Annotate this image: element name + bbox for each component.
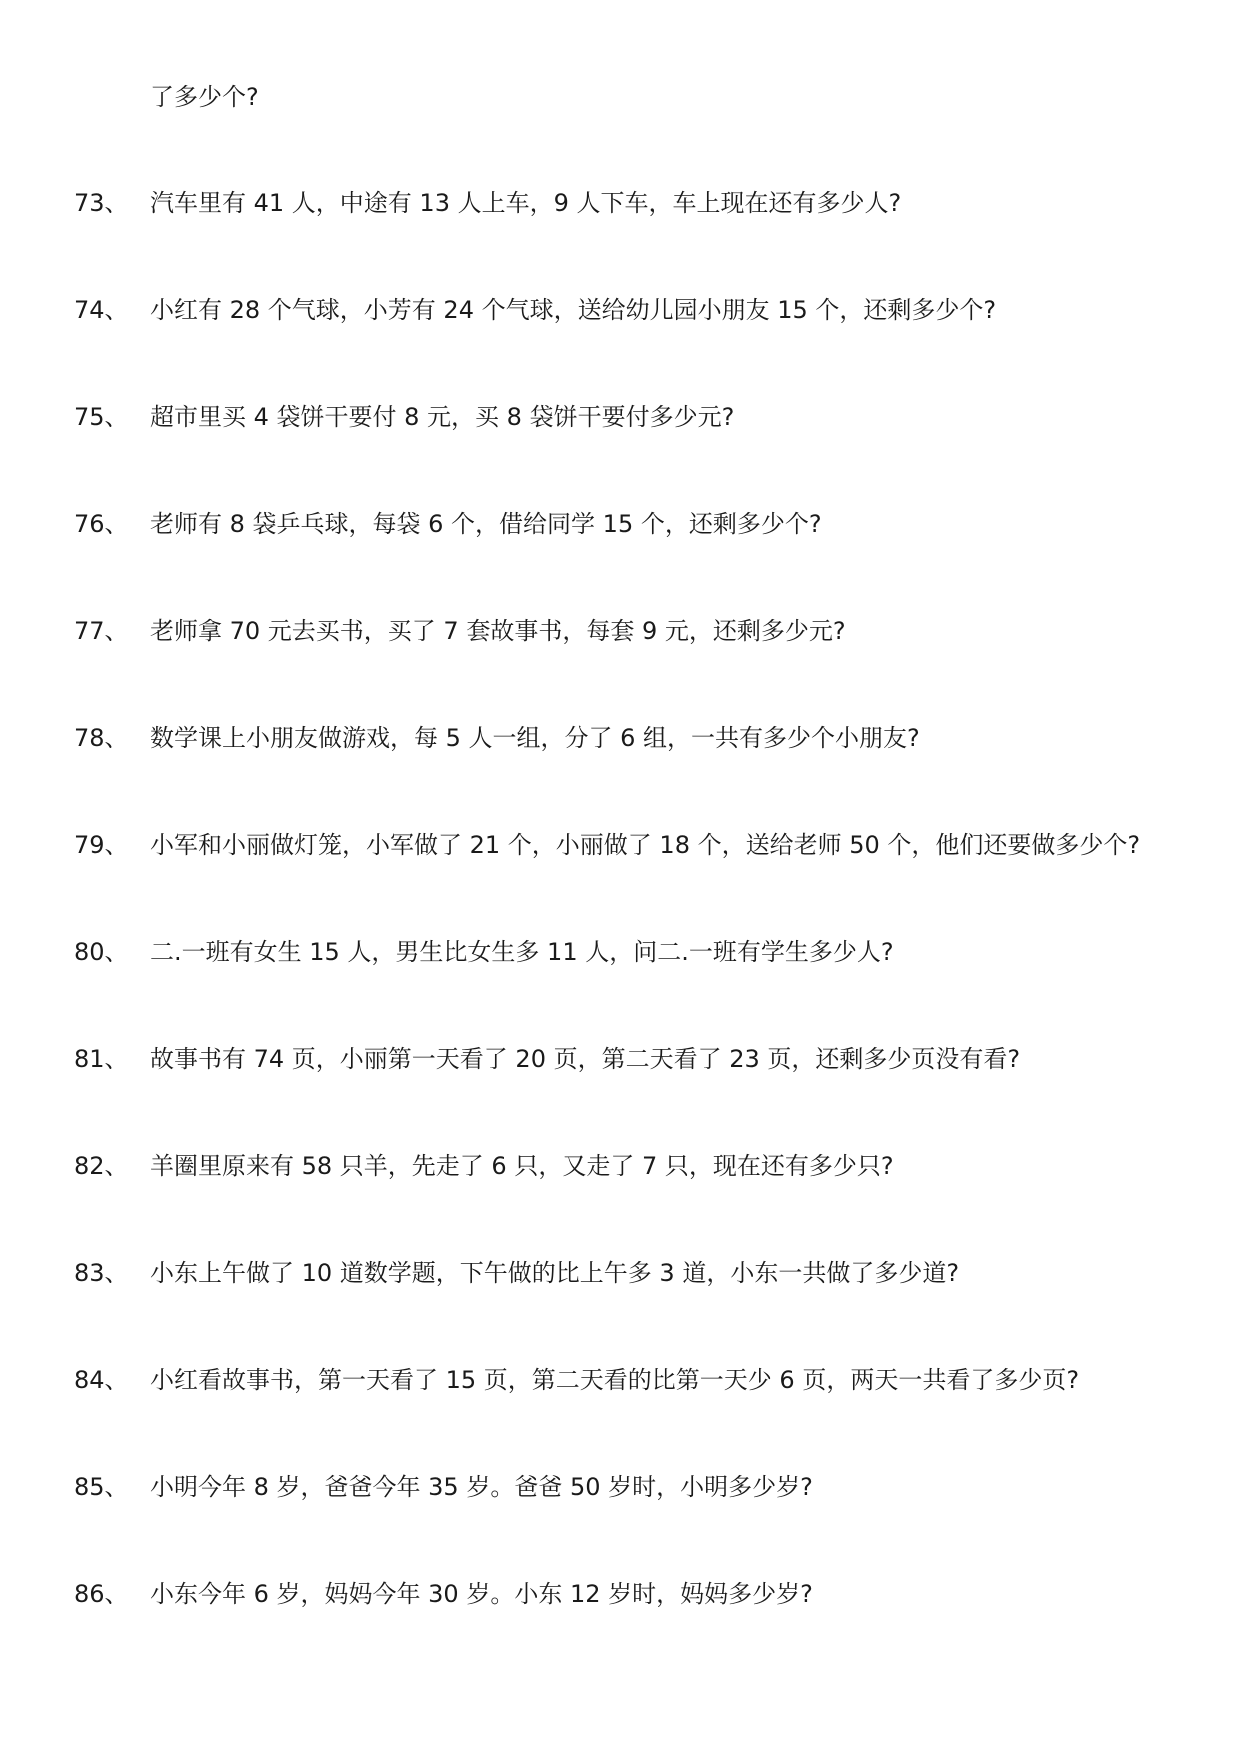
problem-list (0, 186, 1241, 1684)
problem-number: 79、 (74, 831, 129, 859)
problem-item (0, 293, 1241, 400)
problem-text: 老师有 8 袋乒乓球，每袋 6 个，借给同学 15 个，还剩多少个? (150, 510, 822, 538)
continuation-text: 了多少个? (150, 83, 259, 111)
problem-item (0, 1470, 1241, 1577)
problem-number: 84、 (74, 1366, 129, 1394)
problem-number: 77、 (74, 617, 129, 645)
problem-text: 小东上午做了 10 道数学题，下午做的比上午多 3 道，小东一共做了多少道? (150, 1259, 960, 1287)
problem-item (0, 935, 1241, 1042)
problem-number: 76、 (74, 510, 129, 538)
problem-item (0, 1363, 1241, 1470)
problem-text: 小军和小丽做灯笼，小军做了 21 个，小丽做了 18 个，送给老师 50 个，他们还要做多少个? (150, 831, 1141, 859)
problem-text: 二.一班有女生 15 人，男生比女生多 11 人，问二.一班有学生多少人? (150, 938, 894, 966)
problem-item (0, 721, 1241, 828)
problem-number: 80、 (74, 938, 129, 966)
problem-text: 小红看故事书，第一天看了 15 页，第二天看的比第一天少 6 页，两天一共看了多少页? (150, 1366, 1080, 1394)
problem-text: 小明今年 8 岁，爸爸今年 35 岁。爸爸 50 岁时，小明多少岁? (150, 1473, 813, 1501)
problem-text: 超市里买 4 袋饼干要付 8 元，买 8 袋饼干要付多少元? (150, 403, 735, 431)
problem-item (0, 186, 1241, 293)
problem-number: 73、 (74, 189, 129, 217)
problem-item (0, 1577, 1241, 1684)
problem-text: 故事书有 74 页，小丽第一天看了 20 页，第二天看了 23 页，还剩多少页没有看? (150, 1045, 1021, 1073)
problem-number: 78、 (74, 724, 129, 752)
problem-item (0, 1256, 1241, 1363)
problem-item (0, 507, 1241, 614)
problem-number: 75、 (74, 403, 129, 431)
problem-number: 85、 (74, 1473, 129, 1501)
problem-text: 小红有 28 个气球，小芳有 24 个气球，送给幼儿园小朋友 15 个，还剩多少个? (150, 296, 997, 324)
problem-text: 数学课上小朋友做游戏，每 5 人一组，分了 6 组，一共有多少个小朋友? (150, 724, 920, 752)
problem-number: 74、 (74, 296, 129, 324)
problem-text: 老师拿 70 元去买书，买了 7 套故事书，每套 9 元，还剩多少元? (150, 617, 846, 645)
problem-item (0, 1149, 1241, 1256)
problem-item (0, 614, 1241, 721)
problem-item (0, 828, 1241, 935)
problem-number: 81、 (74, 1045, 129, 1073)
problem-text: 小东今年 6 岁，妈妈今年 30 岁。小东 12 岁时，妈妈多少岁? (150, 1580, 813, 1608)
problem-text: 汽车里有 41 人，中途有 13 人上车，9 人下车，车上现在还有多少人? (150, 189, 902, 217)
problem-item (0, 1042, 1241, 1149)
problem-number: 83、 (74, 1259, 129, 1287)
problem-number: 82、 (74, 1152, 129, 1180)
problem-item (0, 400, 1241, 507)
problem-number: 86、 (74, 1580, 129, 1608)
problem-text: 羊圈里原来有 58 只羊，先走了 6 只，又走了 7 只，现在还有多少只? (150, 1152, 894, 1180)
